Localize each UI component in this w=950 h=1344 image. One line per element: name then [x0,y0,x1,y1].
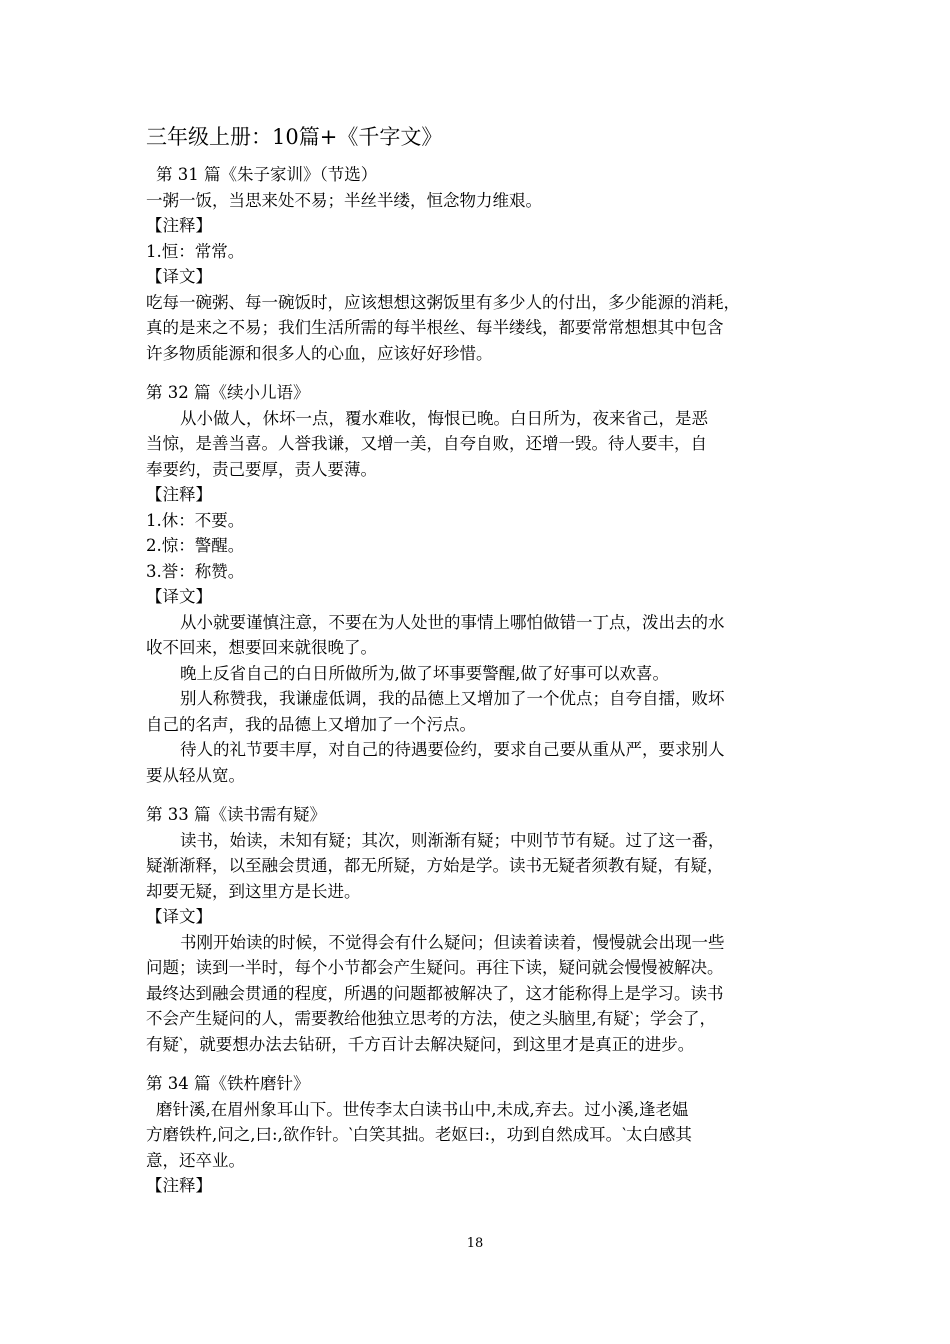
page-heading: 三年级上册：10篇+《千字文》 [146,125,443,149]
translation-line: 问题；读到一半时，每个小节都会产生疑问。再往下读，疑问就会慢慢被解决。 [146,958,724,977]
translation-line: 收不回来，想要回来就很晚了。 [146,638,377,657]
document-body [146,162,810,1199]
page-number: 18 [466,1236,484,1251]
translation-label: 【译文】 [146,587,212,606]
section-gap [146,1057,810,1071]
translation-line: 从小就要谨慎注意，不要在为人处世的事情上哪怕做错一丁点，泼出去的水 [180,612,725,632]
section-gap [146,788,810,802]
translation-line: 真的是来之不易；我们生活所需的每半根丝、每半缕线，都要常常想想其中包含 [146,318,724,337]
lesson-text-line: 方磨铁杵,问之,曰:,欲作针。‵白笑其拙。老妪曰:，功到自然成耳。‵太白感其 [146,1125,692,1144]
lesson-text-line: 读书，始读，未知有疑；其次，则渐渐有疑；中则节节有疑。过了这一番， [180,830,725,850]
translation-line: 要从轻从宽。 [146,765,245,785]
translation-line: 别人称赞我，我谦虚低调，我的品德上又增加了一个优点；自夸自擂，败坏 [180,689,725,708]
lesson-text-line: 一粥一饭，当思来处不易；半丝半缕，恒念物力维艰。 [146,190,542,210]
translation-line: 有疑‵，就要想办法去钻研，千方百计去解决疑问，到这里才是真正的进步。 [146,1034,695,1054]
lesson-text-line: 从小做人，休坏一点，覆水难收，悔恨已晚。白日所为，夜来省己，是恶 [180,408,708,428]
lesson-title: 第 32 篇《续小儿语》 [146,383,310,402]
notes-label: 【注释】 [146,485,212,504]
translation-line: 自己的名声，我的品德上又增加了一个污点。 [146,714,476,734]
translation-line: 吃每一碗粥、每一碗饭时，应该想想这粥饭里有多少人的付出，多少能源的消耗， [146,292,740,312]
translation-line: 晚上反省自己的白日所做所为,做了坏事要警醒,做了好事可以欢喜。 [180,663,669,683]
lesson-text-line: 却要无疑，到这里方是长进。 [146,881,361,901]
lesson-text-line: 磨针溪,在眉州象耳山下。世传李太白读书山中,未成,弃去。过小溪,逢老媪 [156,1099,689,1119]
translation-line: 最终达到融会贯通的程度，所遇的问题都被解决了，这才能称得上是学习。读书 [146,983,724,1003]
lesson-title: 第 34 篇《铁杵磨针》 [146,1074,310,1093]
lesson-text-line: 意，还卒业。 [146,1150,245,1170]
note-item: 1.休：不要。 [146,510,245,530]
translation-line: 不会产生疑问的人，需要教给他独立思考的方法，使之头脑里,有疑‵；学会了， [146,1009,716,1028]
translation-line: 许多物质能源和很多人的心血，应该好好珍惜。 [146,343,493,363]
note-item: 2.惊：警醒。 [146,536,245,555]
translation-label: 【译文】 [146,267,212,286]
translation-label: 【译文】 [146,907,212,926]
lesson-text-line: 疑渐渐释，以至融会贯通，都无所疑，方始是学。读书无疑者须教有疑，有疑， [146,856,724,875]
lesson-title: 第 31 篇《朱子家训》（节选） [156,165,378,184]
translation-line: 书刚开始读的时候，不觉得会有什么疑问；但读着读着，慢慢就会出现一些 [180,932,725,952]
section-gap [146,366,810,380]
note-item: 1.恒：常常。 [146,241,245,261]
lesson-text-line: 当惊，是善当喜。人誉我谦，又增一美，自夸自败，还增一毁。待人要丰，自 [146,434,707,453]
lesson-title: 第 33 篇《读书需有疑》 [146,805,326,824]
notes-label: 【注释】 [146,216,212,235]
note-item: 3.誉：称赞。 [146,561,245,581]
lesson-text-line: 奉要约，责己要厚，责人要薄。 [146,459,377,479]
notes-label: 【注释】 [146,1176,212,1195]
translation-line: 待人的礼节要丰厚，对自己的待遇要俭约，要求自己要从重从严，要求别人 [180,740,725,759]
